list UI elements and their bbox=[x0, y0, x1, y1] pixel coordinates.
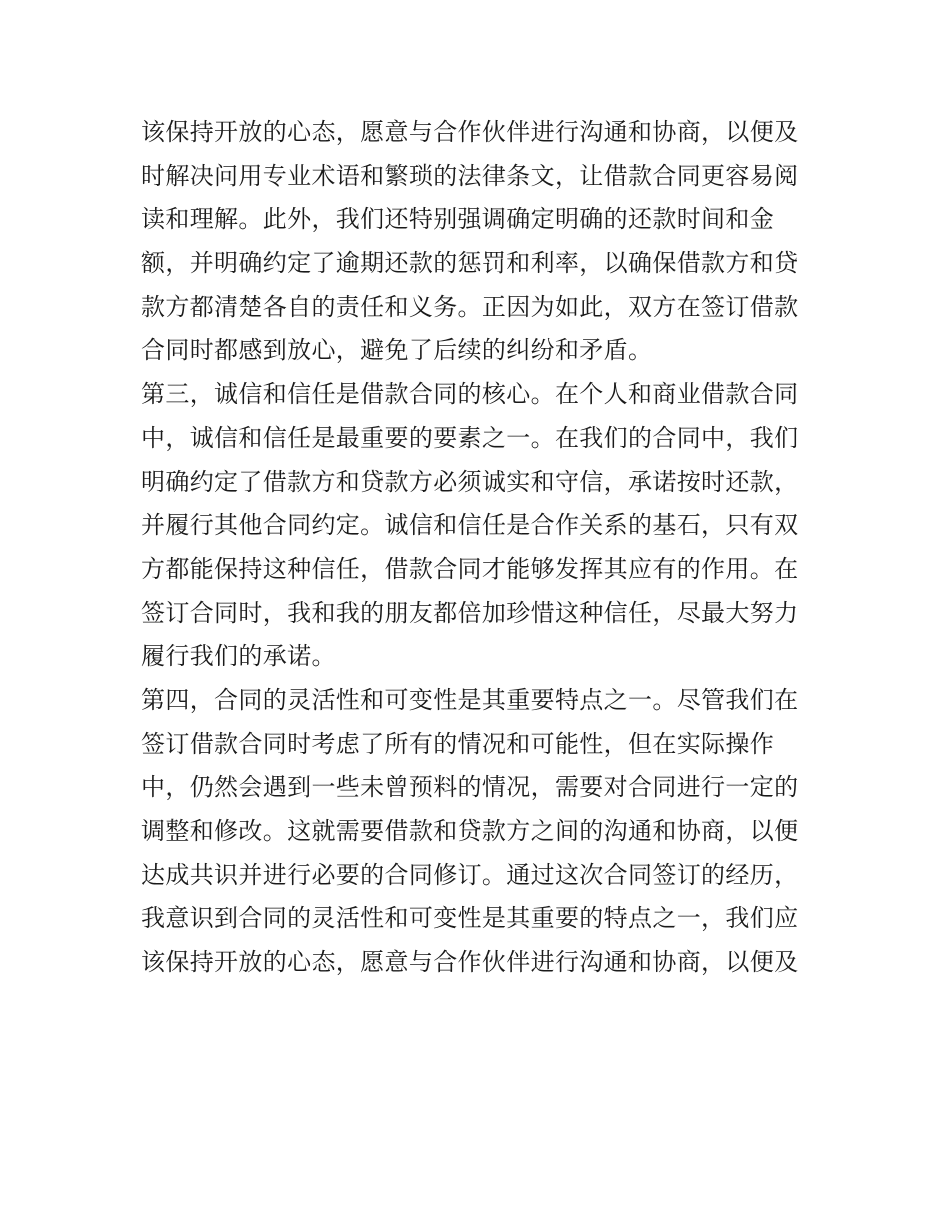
text-line: 中，诚信和信任是最重要的要素之一。在我们的合同中，我们 bbox=[141, 423, 799, 452]
text-line: 方都能保持这种信任，借款合同才能够发挥其应有的作用。在 bbox=[141, 554, 799, 583]
text-line: 中，仍然会遇到一些未曾预料的情况，需要对合同进行一定的 bbox=[141, 773, 799, 802]
text-line: 签订合同时，我和我的朋友都倍加珍惜这种信任，尽最大努力 bbox=[141, 598, 799, 627]
document-body bbox=[141, 111, 841, 985]
text-line: 第三，诚信和信任是借款合同的核心。在个人和商业借款合同 bbox=[141, 380, 799, 409]
text-line: 达成共识并进行必要的合同修订。通过这次合同签订的经历， bbox=[141, 860, 799, 889]
text-line: 签订借款合同时考虑了所有的情况和可能性，但在实际操作 bbox=[141, 729, 775, 758]
text-line: 款方都清楚各自的责任和义务。正因为如此，双方在签订借款 bbox=[141, 292, 799, 321]
text-line: 调整和修改。这就需要借款和贷款方之间的沟通和协商，以便 bbox=[141, 817, 799, 845]
text-line: 读和理解。此外，我们还特别强调确定明确的还款时间和金 bbox=[141, 205, 775, 234]
text-line: 该保持开放的心态，愿意与合作伙伴进行沟通和协商，以便及 bbox=[141, 118, 799, 146]
text-line: 第四，合同的灵活性和可变性是其重要特点之一。尽管我们在 bbox=[141, 685, 799, 714]
text-line: 该保持开放的心态，愿意与合作伙伴进行沟通和协商，以便及 bbox=[141, 948, 799, 977]
text-line: 额，并明确约定了逾期还款的惩罚和利率，以确保借款方和贷 bbox=[141, 249, 799, 278]
text-line: 我意识到合同的灵活性和可变性是其重要的特点之一，我们应 bbox=[141, 904, 799, 933]
text-line: 并履行其他合同约定。诚信和信任是合作关系的基石，只有双 bbox=[141, 511, 799, 540]
text-line: 明确约定了借款方和贷款方必须诚实和守信，承诺按时还款， bbox=[141, 467, 799, 496]
text-line: 履行我们的承诺。 bbox=[141, 642, 336, 671]
text-line: 合同时都感到放心，避免了后续的纠纷和矛盾。 bbox=[141, 336, 653, 365]
text-line: 时解决问用专业术语和繁琐的法律条文，让借款合同更容易阅 bbox=[141, 161, 799, 190]
